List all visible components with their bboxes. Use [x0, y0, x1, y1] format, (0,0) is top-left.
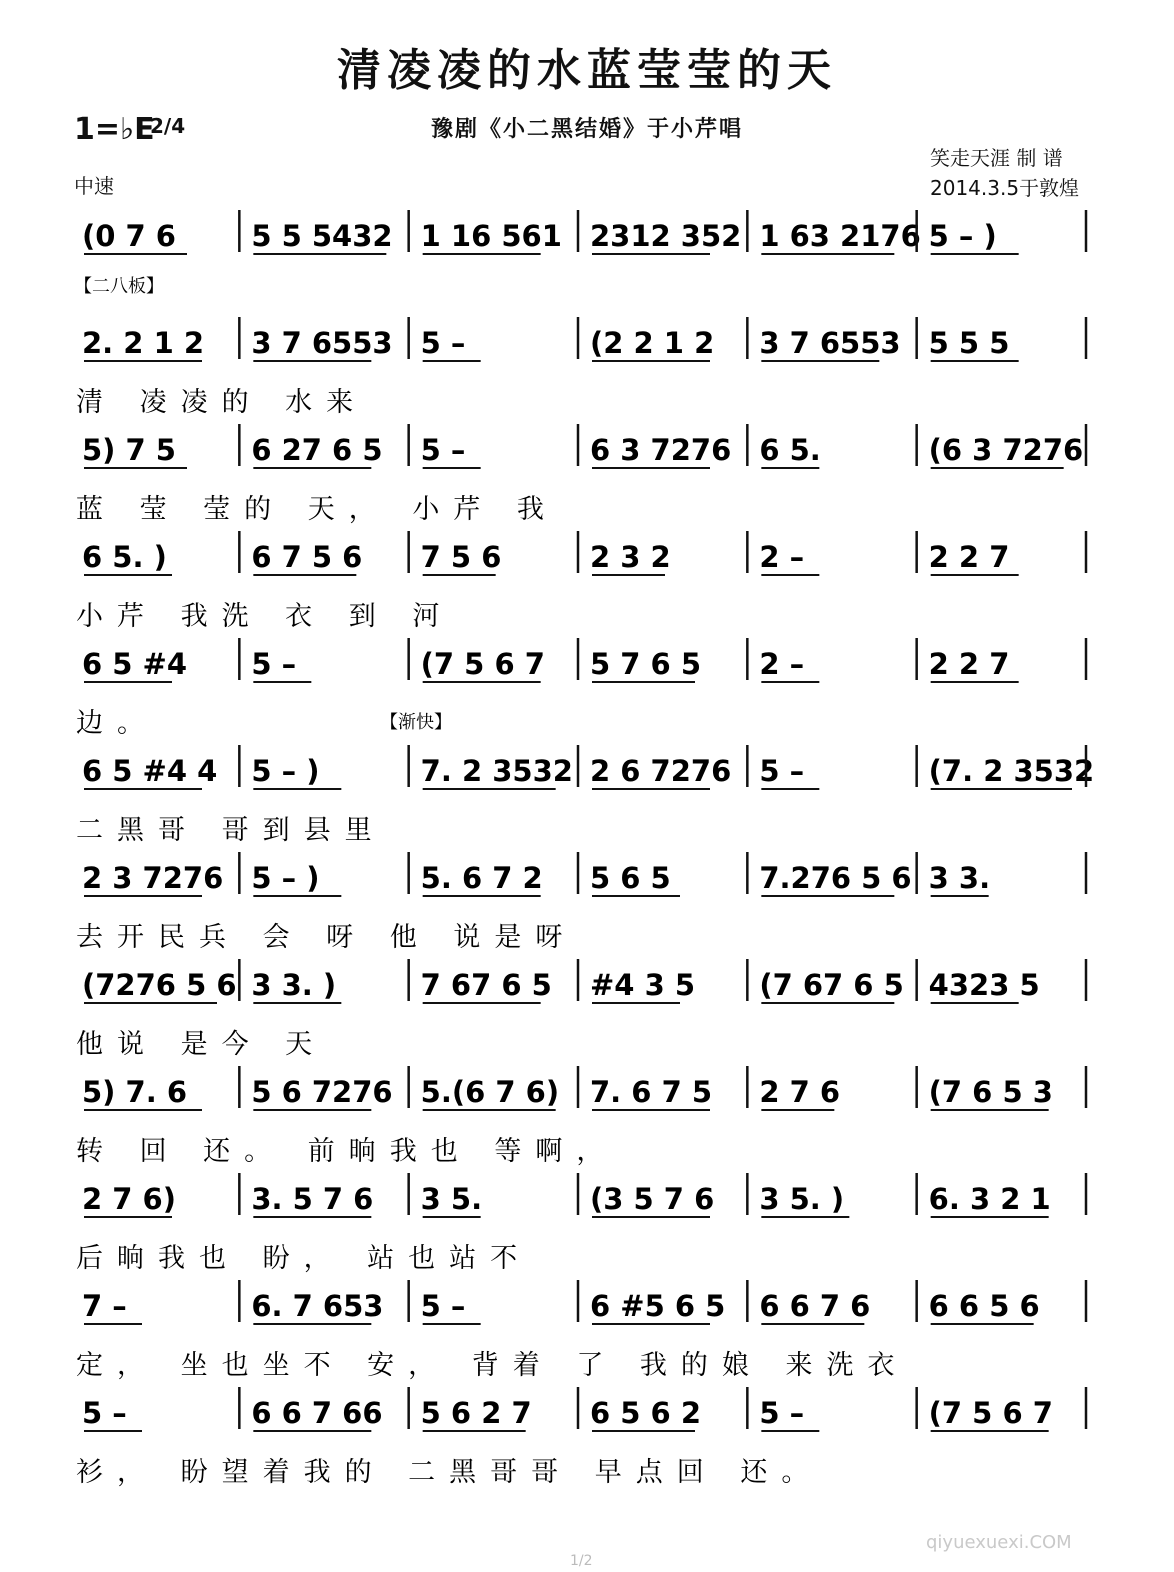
measure-notes: 2 2 7 — [928, 540, 1010, 574]
measure-notes: 6 7 5 6 — [251, 540, 363, 574]
measure-notes: 2 6 7276 — [590, 754, 732, 788]
measure-notes: 5 – ) — [928, 219, 997, 253]
measure-notes: (7 67 6 5 — [759, 968, 904, 1002]
arranger-credit: 笑走天涯 制 谱 — [930, 146, 1063, 170]
lyric-line: 转 回 还。 前晌我也 等啊， — [76, 1136, 618, 1167]
measure-notes: 5 – — [759, 754, 805, 788]
measure-notes: 5) 7. 6 — [82, 1075, 187, 1109]
lyric-line: 定， 坐也坐不 安， 背着 了 我的娘 来洗衣 — [76, 1350, 909, 1381]
measure-notes: 6 6 7 6 — [759, 1289, 871, 1323]
measure-notes: 2. 2 1 2 — [82, 326, 205, 360]
measure-notes: 5.(6 7 6) — [420, 1075, 560, 1109]
measure-notes: #4 3 5 — [590, 968, 696, 1002]
measure-notes: 5 – — [420, 1289, 466, 1323]
measure-notes: 3 3. — [928, 861, 991, 895]
measure-notes: 6 6 7 66 — [251, 1396, 383, 1430]
measure-notes: 6 3 7276 — [590, 433, 732, 467]
measure-notes: 5 6 2 7 — [420, 1396, 532, 1430]
measure-notes: 5 – — [82, 1396, 127, 1430]
lyric-line: 去开民兵 会 呀 他 说是呀 — [76, 922, 577, 953]
measure-notes: 5 – — [420, 326, 466, 360]
measure-notes: 5 – ) — [251, 861, 320, 895]
measure-notes: 6 5. — [759, 433, 821, 467]
measure-notes: 5 7 6 5 — [590, 647, 702, 681]
measure-notes: 5 5 5 — [928, 326, 1010, 360]
measure-notes: 2312 352 — [590, 219, 742, 253]
measure-notes: 6 #5 6 5 — [590, 1289, 726, 1323]
lyric-line: 清 凌凌的 水来 — [76, 387, 368, 418]
measure-notes: 3 3. ) — [251, 968, 337, 1002]
measure-notes: 7 5 6 — [420, 540, 502, 574]
lyric-line: 二黑哥 哥到县里 — [76, 815, 386, 846]
key-signature: 1=♭E — [74, 112, 155, 147]
measure-notes: 6 5 #4 — [82, 647, 188, 681]
site-watermark: qiyuexuexi.COM — [926, 1532, 1072, 1553]
measure-notes: 5 – — [759, 1396, 805, 1430]
measure-notes: 3. 5 7 6 — [251, 1182, 374, 1216]
measure-notes: 7. 2 3532 — [420, 754, 573, 788]
measure-notes: 5 5 5432 — [251, 219, 393, 253]
lyric-line: 后晌我也 盼， 站也站不 — [76, 1243, 532, 1274]
measure-notes: (7 5 6 7 — [420, 647, 545, 681]
measure-notes: (0 7 6 — [82, 219, 176, 253]
section-mark-erbaban: 【二八板】 — [74, 276, 164, 297]
measure-notes: 7. 6 7 5 — [590, 1075, 713, 1109]
measure-notes: (2 2 1 2 — [590, 326, 715, 360]
measure-notes: 7 – — [82, 1289, 127, 1323]
measure-notes: 3 5. — [420, 1182, 483, 1216]
measure-notes: 5 – ) — [251, 754, 320, 788]
measure-notes: 4323 5 — [928, 968, 1040, 1002]
measure-notes: 6 5 6 2 — [590, 1396, 702, 1430]
measure-notes: 2 – — [759, 540, 805, 574]
arrangement-date: 2014.3.5于敦煌 — [930, 176, 1080, 200]
measure-notes: 2 3 2 — [590, 540, 671, 574]
measure-notes: 1 63 2176 — [759, 219, 921, 253]
measure-notes: 1 16 561 — [420, 219, 562, 253]
measure-notes: 6. 7 653 — [251, 1289, 384, 1323]
section-mark-accelerando: 【渐快】 — [380, 712, 452, 733]
measure-notes: 6 5. ) — [82, 540, 167, 574]
song-title: 清凌凌的水蓝莹莹的天 — [337, 45, 837, 96]
measure-notes: 2 2 7 — [928, 647, 1010, 681]
measure-notes: 5 – — [251, 647, 297, 681]
measure-notes: 5 6 5 — [590, 861, 671, 895]
measure-notes: 6 6 5 6 — [928, 1289, 1040, 1323]
lyric-line: 边。 — [76, 708, 158, 739]
measure-notes: 5 – — [420, 433, 466, 467]
measure-notes: (7276 5 6 — [82, 968, 237, 1002]
measure-notes: 3 7 6553 — [251, 326, 393, 360]
measure-notes: 5 6 7276 — [251, 1075, 393, 1109]
measure-notes: 2 – — [759, 647, 805, 681]
measure-notes: 2 7 6 — [759, 1075, 841, 1109]
lyric-line: 衫， 盼望着我的 二黑哥哥 早点回 还。 — [76, 1457, 823, 1488]
measure-notes: 7.276 5 6 — [759, 861, 912, 895]
measure-notes: 6 27 6 5 — [251, 433, 383, 467]
measure-notes: (3 5 7 6 — [590, 1182, 715, 1216]
measure-notes: 2 3 7276 — [82, 861, 224, 895]
lyric-line: 蓝 莹 莹的 天， 小芹 我 — [76, 494, 558, 525]
page-number: 1/2 — [570, 1553, 593, 1569]
measure-notes: (7 6 5 3 — [928, 1075, 1053, 1109]
time-signature: 2/4 — [150, 114, 186, 138]
song-subtitle: 豫剧《小二黑结婚》于小芹唱 — [430, 117, 743, 142]
measure-notes: (7 5 6 7 — [928, 1396, 1053, 1430]
measure-notes: 3 5. ) — [759, 1182, 845, 1216]
measure-notes: 2 7 6) — [82, 1182, 176, 1216]
measure-notes: 5. 6 7 2 — [420, 861, 543, 895]
lyric-line: 小芹 我洗 衣 到 河 — [76, 601, 454, 632]
measure-notes: 7 67 6 5 — [420, 968, 552, 1002]
measure-notes: 3 7 6553 — [759, 326, 901, 360]
measure-notes: (7. 2 3532 — [928, 754, 1095, 788]
measure-notes: 5) 7 5 — [82, 433, 176, 467]
tempo-marking: 中速 — [74, 174, 114, 198]
lyric-line: 他说 是今 天 — [76, 1029, 327, 1060]
measure-notes: 6 5 #4 4 — [82, 754, 218, 788]
measure-notes: (6 3 7276 — [928, 433, 1084, 467]
measure-notes: 6. 3 2 1 — [928, 1182, 1051, 1216]
